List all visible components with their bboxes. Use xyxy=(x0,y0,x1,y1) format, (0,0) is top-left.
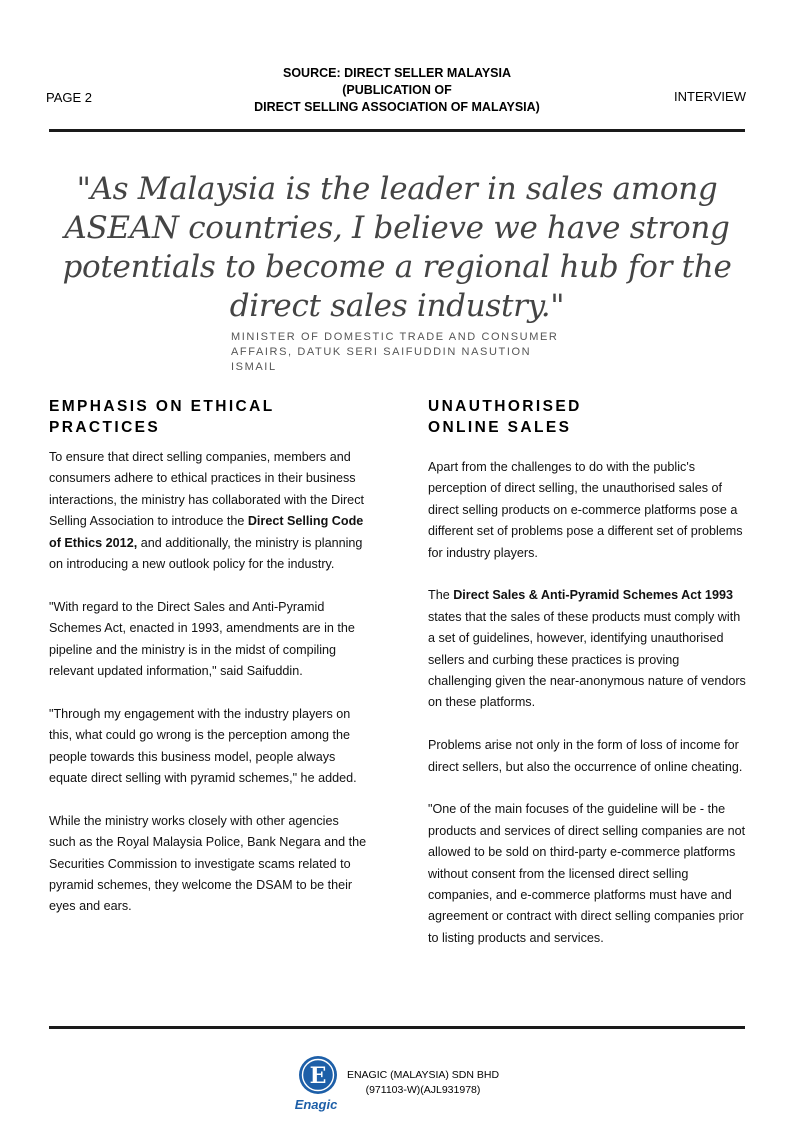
paragraph-text: The xyxy=(428,588,454,603)
section-label: INTERVIEW xyxy=(674,89,746,104)
heading-line: PRACTICES xyxy=(49,419,161,436)
right-column-heading xyxy=(428,396,748,438)
paragraph xyxy=(428,585,746,713)
header-divider xyxy=(49,129,745,132)
source-credit xyxy=(200,65,594,116)
company-info xyxy=(338,1068,508,1098)
paragraph: While the ministry works closely with other agencies such as the Royal Malaysia Police, Bank Negara and the Securities Commission to investigate scams related to pyramid schemes, they welcome the DSAM to be their eyes and ears. xyxy=(49,813,367,914)
heading-line: UNAUTHORISED xyxy=(428,398,582,415)
page-number: PAGE 2 xyxy=(46,90,93,105)
paragraph: "Through my engagement with the industry players on this, what could go wrong is the perception among the people towards this business model, people always equate direct selling with pyramid schemes," he added. xyxy=(49,706,357,786)
source-line: (PUBLICATION OF xyxy=(342,83,452,97)
heading-line: ONLINE SALES xyxy=(428,419,572,436)
paragraph-text: and additionally, the ministry is planning on introducing a new outlook policy for the industry. xyxy=(49,535,363,572)
paragraph: Apart from the challenges to do with the public's perception of direct selling, the unauthorised sales of direct selling products on e-commerce platforms pose a different set of problems pose a different set of problems for industry players. xyxy=(428,460,743,560)
pull-quote: "As Malaysia is the leader in sales among ASEAN countries, I believe we have strong potentials to become a regional hub for the direct sales industry." xyxy=(62,171,732,324)
company-name: ENAGIC (MALAYSIA) SDN BHD xyxy=(346,1069,500,1081)
company-registration: (971103-W)(AJL931978) xyxy=(365,1084,481,1096)
paragraph: "One of the main focuses of the guideline will be - the products and services of direct selling companies are not allowed to be sold on third-party e-commerce platforms without consent from the licensed direct selling companies, and e-commerce platforms must have and agreement or contract with direct selling companies prior to listing products and services. xyxy=(428,802,746,945)
right-column-body xyxy=(428,457,746,971)
source-line: SOURCE: DIRECT SELLER MALAYSIA xyxy=(282,66,512,80)
code-of-ethics-emphasis: Direct Selling Code of Ethics 2012, xyxy=(49,514,364,550)
logo-mark: E xyxy=(309,1063,327,1089)
heading-line: EMPHASIS ON ETHICAL xyxy=(49,398,275,415)
quote-attribution: MINISTER OF DOMESTIC TRADE AND CONSUMER AFFAIRS, DATUK SERI SAIFUDDIN NASUTION ISMAIL xyxy=(231,331,559,373)
paragraph: Problems arise not only in the form of loss of income for direct sellers, but also the occurrence of online cheating. xyxy=(428,738,743,774)
left-column-heading xyxy=(49,396,369,438)
paragraph-text: To ensure that direct selling companies, members and consumers adhere to ethical practices in their business interactions, the ministry has collaborated with the Direct Selling Association to introduce the xyxy=(49,450,364,529)
logo-wordmark: Enagic xyxy=(294,1097,338,1112)
paragraph: "With regard to the Direct Sales and Anti-Pyramid Schemes Act, enacted in 1993, amendments are in the pipeline and the ministry is in the midst of compiling relevant updated information," said Saifuddin. xyxy=(49,599,355,679)
paragraph xyxy=(49,447,367,575)
paragraph-text: states that the sales of these products must comply with a set of guidelines, however, identifying unauthorised sellers and curbing these practices is proving challenging given the near-anonymous nature of vendors on these platforms. xyxy=(428,609,746,710)
act-name-emphasis: Direct Sales & Anti-Pyramid Schemes Act 1993 xyxy=(453,588,733,603)
source-line: DIRECT SELLING ASSOCIATION OF MALAYSIA) xyxy=(254,100,540,114)
footer-divider xyxy=(49,1026,745,1029)
left-column-body xyxy=(49,447,367,939)
